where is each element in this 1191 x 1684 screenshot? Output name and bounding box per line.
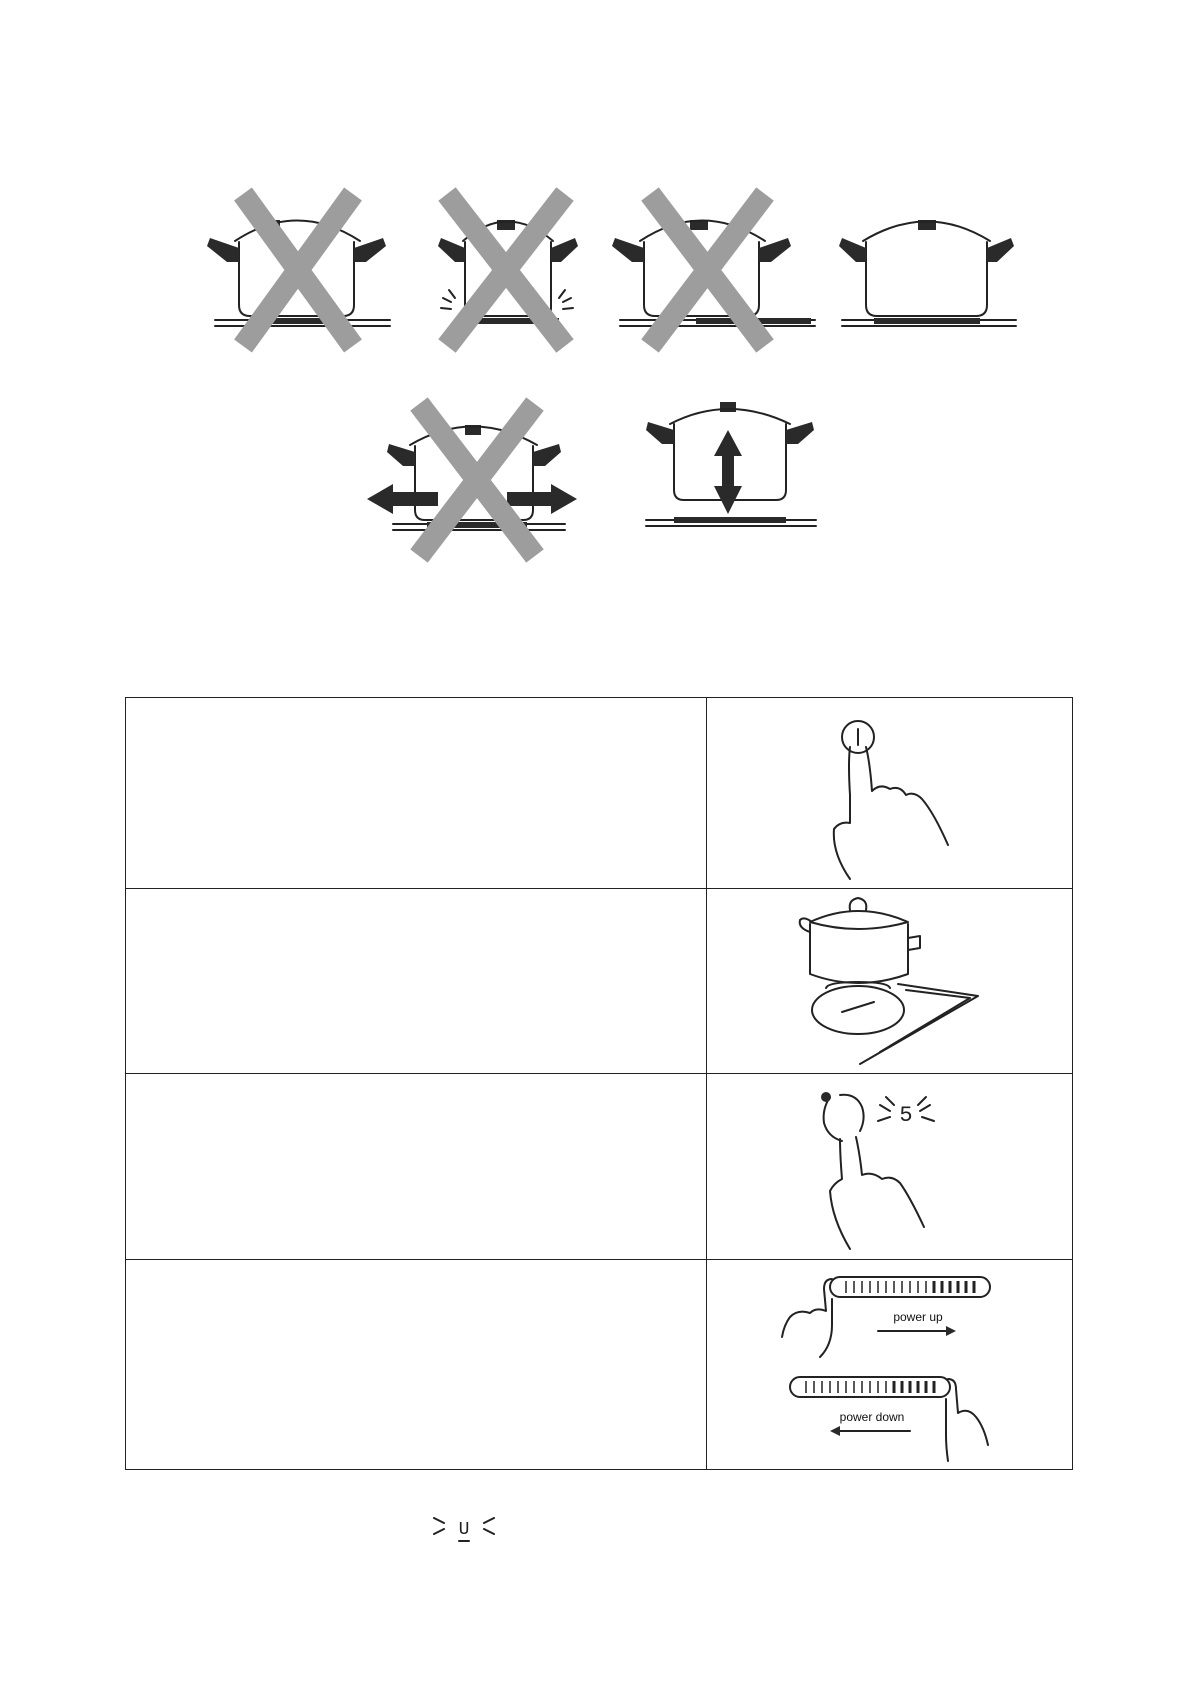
bottom-note-text xyxy=(125,1510,425,1530)
power-up-label: power up xyxy=(892,1309,943,1324)
power-down-label: power down xyxy=(839,1409,904,1424)
zone-selector-press-icon xyxy=(810,1079,970,1255)
arrow-right-icon xyxy=(507,484,577,514)
pot-warped-bottom-figure xyxy=(435,190,585,350)
pot-wrong-size-figure xyxy=(205,190,395,350)
arrow-left-icon xyxy=(367,484,438,514)
power-slider-icon xyxy=(770,1265,1010,1465)
display-u-symbol-icon xyxy=(432,1514,496,1544)
table-row xyxy=(126,698,1073,889)
pot-on-cooking-zone-icon xyxy=(780,892,1000,1070)
step-4-text xyxy=(126,1260,707,1470)
step-1-illustration xyxy=(707,698,1073,889)
pot-lift-figure xyxy=(640,400,820,530)
slider-bar-up xyxy=(830,1277,990,1297)
table-row xyxy=(126,889,1073,1074)
step-1-text xyxy=(126,698,707,889)
step-3-text xyxy=(126,1074,707,1260)
power-button-press-icon xyxy=(810,703,970,883)
pot-sliding-figure xyxy=(365,400,585,560)
display-symbol: U xyxy=(458,1520,470,1540)
display-digit: 5 xyxy=(898,1102,913,1128)
table-row xyxy=(126,1074,1073,1260)
arrow-up-down-icon xyxy=(714,430,742,514)
step-2-illustration xyxy=(707,889,1073,1074)
step-3-illustration xyxy=(707,1074,1073,1260)
step-4-illustration xyxy=(707,1260,1073,1470)
step-2-text xyxy=(126,889,707,1074)
pot-correct-figure xyxy=(838,190,1018,350)
instruction-table xyxy=(125,697,1073,1470)
table-row xyxy=(126,1260,1073,1470)
pot-oversized-figure xyxy=(610,190,820,350)
pot-icon xyxy=(839,220,1014,316)
slider-bar-down xyxy=(790,1377,950,1397)
